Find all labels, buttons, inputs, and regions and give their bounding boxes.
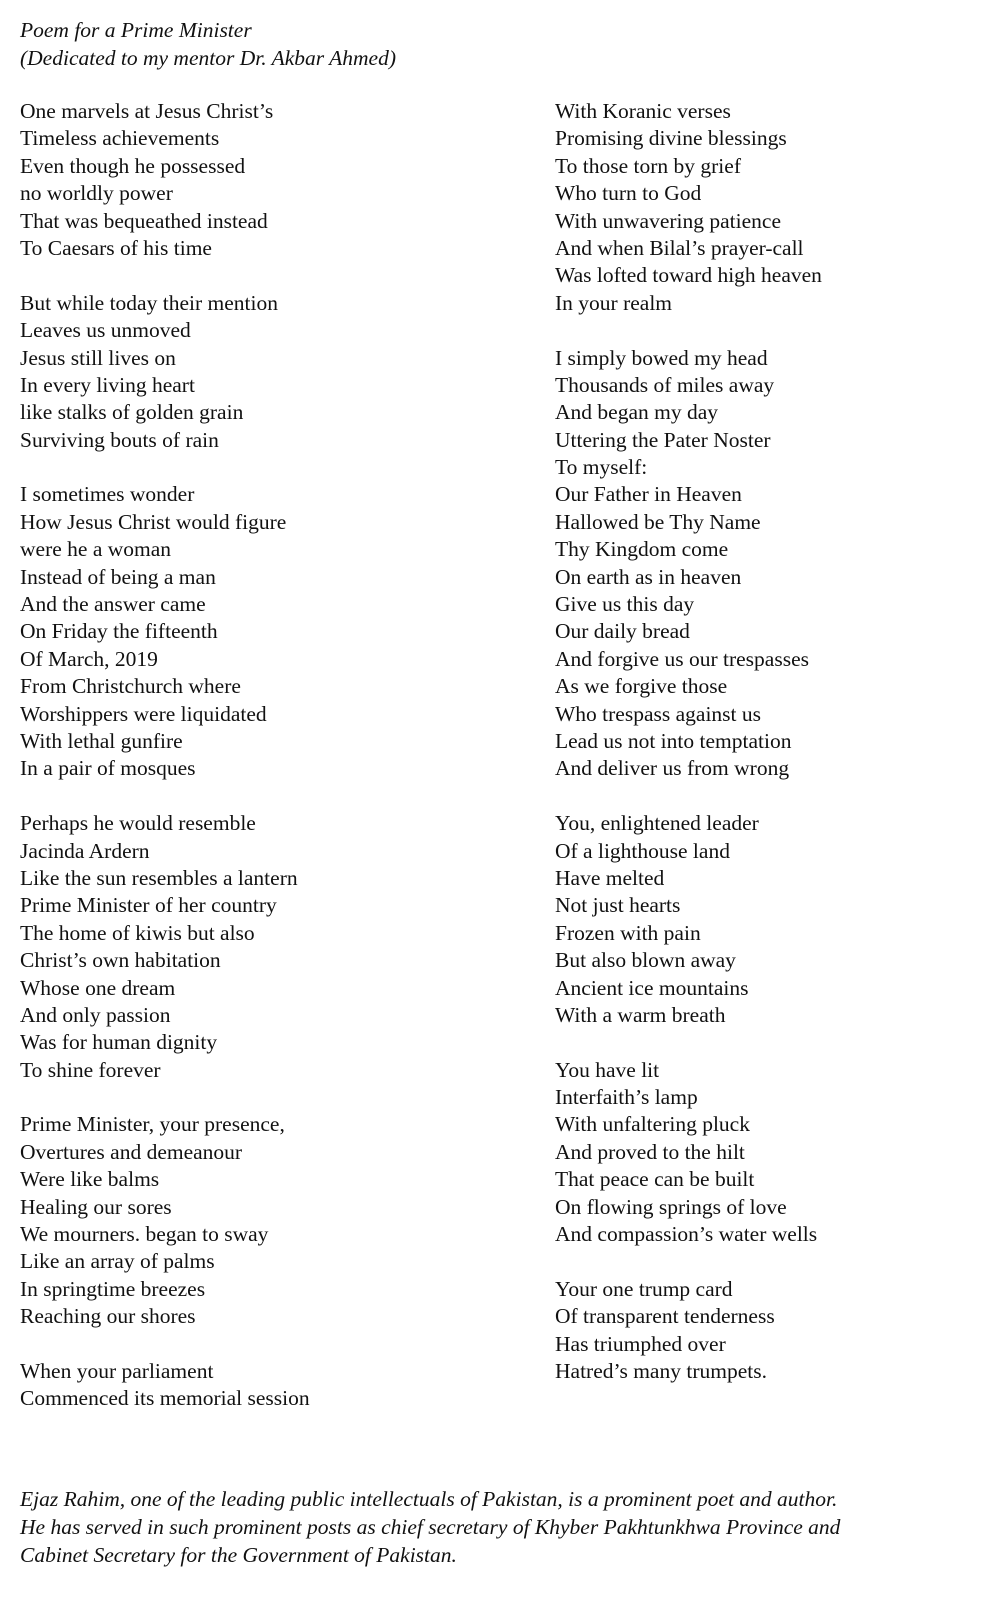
poem-line: Who trespass against us (555, 701, 762, 726)
poem-line: Surviving bouts of rain (20, 427, 219, 452)
poem-line: Of transparent tenderness (555, 1304, 775, 1329)
poem-line: Have melted (555, 865, 665, 890)
poem-line: To myself: (555, 455, 648, 480)
poem-line: Instead of being a man (20, 564, 216, 589)
poem-line: Has triumphed over (555, 1331, 726, 1356)
poem-line: Interfaith’s lamp (555, 1085, 698, 1110)
stanza (20, 290, 540, 454)
poem-line: Overtures and demeanour (20, 1139, 243, 1164)
stanza (20, 1358, 540, 1413)
poem-line: Perhaps he would resemble (20, 811, 256, 836)
poem-line: Healing our sores (20, 1194, 172, 1219)
poem-line: Like the sun resembles a lantern (20, 865, 298, 890)
poem-line: Promising divine blessings (555, 126, 787, 151)
poem-line: That was bequeathed instead (20, 208, 268, 233)
poem-line: like stalks of golden grain (20, 400, 244, 425)
poem-line: Christ’s own habitation (20, 948, 221, 973)
poem-line: Timeless achievements (20, 126, 220, 151)
poem-line: Was lofted toward high heaven (555, 263, 822, 288)
poem-line: You, enlightened leader (555, 811, 759, 836)
poem-title: Poem for a Prime Minister (20, 18, 252, 42)
poem-line: To shine forever (20, 1057, 161, 1082)
poem-line: Prime Minister of her country (20, 893, 277, 918)
poem-line: As we forgive those (555, 674, 728, 699)
poem-line: Who turn to God (555, 181, 702, 206)
poem-line: Hatred’s many trumpets. (555, 1358, 767, 1383)
poem-line: Like an array of palms (20, 1249, 215, 1274)
poem-line: Thy Kingdom come (555, 537, 729, 562)
poem-line: And proved to the hilt (555, 1139, 745, 1164)
stanza (555, 1276, 985, 1386)
poem-line: I sometimes wonder (20, 482, 195, 507)
poem-line: And deliver us from wrong (555, 756, 790, 781)
poem-line: And forgive us our trespasses (555, 646, 809, 671)
poem-line: In every living heart (20, 372, 195, 397)
poem-line: With unfaltering pluck (555, 1112, 750, 1137)
poem-line: Lead us not into temptation (555, 728, 792, 753)
poem-right-column (555, 98, 985, 1413)
stanza (20, 1111, 540, 1330)
poem-line: Jacinda Ardern (20, 838, 150, 863)
author-bio (20, 1485, 990, 1569)
poem-line: From Christchurch where (20, 674, 241, 699)
poem-line: How Jesus Christ would figure (20, 509, 287, 534)
poem-line: To Caesars of his time (20, 235, 212, 260)
poem-left-column (20, 98, 540, 1440)
poem-line: With unwavering patience (555, 208, 781, 233)
stanza (555, 810, 985, 1029)
poem-line: Our daily bread (555, 619, 690, 644)
poem-line: I simply bowed my head (555, 345, 768, 370)
poem-line: In springtime breezes (20, 1276, 206, 1301)
bio-line: Ejaz Rahim, one of the leading public intellectuals of Pakistan, is a prominent poet and author. (20, 1487, 838, 1511)
poem-line: Thousands of miles away (555, 372, 775, 397)
bio-line: Cabinet Secretary for the Government of Pakistan. (20, 1543, 457, 1567)
poem-line: Jesus still lives on (20, 345, 176, 370)
poem-line: Give us this day (555, 592, 695, 617)
poem-line: Uttering the Pater Noster (555, 427, 771, 452)
poem-line: Worshippers were liquidated (20, 701, 267, 726)
poem-line: Commenced its memorial session (20, 1386, 310, 1411)
poem-line: Our Father in Heaven (555, 482, 742, 507)
poem-line: The home of kiwis but also (20, 920, 255, 945)
poem-line: were he a woman (20, 537, 172, 562)
poem-line: Reaching our shores (20, 1304, 196, 1329)
poem-line: In a pair of mosques (20, 756, 196, 781)
poem-line: One marvels at Jesus Christ’s (20, 99, 274, 123)
poem-line: Ancient ice mountains (555, 975, 749, 1000)
stanza (555, 345, 985, 783)
poem-line: With lethal gunfire (20, 728, 183, 753)
poem-line: You have lit (555, 1057, 660, 1082)
poem-line: Were like balms (20, 1167, 160, 1192)
poem-line: And only passion (20, 1002, 171, 1027)
poem-line: When your parliament (20, 1358, 214, 1383)
stanza (555, 1057, 985, 1249)
poem-line: no worldly power (20, 181, 173, 206)
poem-line: To those torn by grief (555, 153, 741, 178)
stanza (555, 98, 985, 317)
poem-line: In your realm (555, 290, 673, 315)
poem-line: But while today their mention (20, 290, 278, 315)
poem-line: Not just hearts (555, 893, 681, 918)
poem-line: Prime Minister, your presence, (20, 1112, 285, 1137)
poem-line: Hallowed be Thy Name (555, 509, 761, 534)
poem-line: Leaves us unmoved (20, 318, 191, 343)
poem-line: On earth as in heaven (555, 564, 742, 589)
poem-line: With a warm breath (555, 1002, 726, 1027)
poem-line: That peace can be built (555, 1167, 755, 1192)
poem-line: And the answer came (20, 592, 206, 617)
poem-line: Of a lighthouse land (555, 838, 730, 863)
poem-line: And compassion’s water wells (555, 1222, 818, 1247)
poem-line: Of March, 2019 (20, 646, 158, 671)
bio-line: He has served in such prominent posts as chief secretary of Khyber Pakhtunkhwa Province and (20, 1515, 841, 1539)
poem-line: Whose one dream (20, 975, 176, 1000)
poem-line: Frozen with pain (555, 920, 701, 945)
poem-line: But also blown away (555, 948, 736, 973)
poem-line: Was for human dignity (20, 1030, 218, 1055)
poem-line: Your one trump card (555, 1276, 733, 1301)
poem-line: We mourners. began to sway (20, 1222, 269, 1247)
poem-line: Even though he possessed (20, 153, 246, 178)
poem-header (20, 16, 396, 72)
poem-line: And when Bilal’s prayer-call (555, 235, 804, 260)
stanza (20, 481, 540, 782)
poem-line: And began my day (555, 400, 719, 425)
stanza (20, 810, 540, 1084)
poem-line: On Friday the fifteenth (20, 619, 218, 644)
poem-line: With Koranic verses (555, 99, 731, 123)
poem-line: On flowing springs of love (555, 1194, 787, 1219)
stanza (20, 98, 540, 262)
poem-dedication: (Dedicated to my mentor Dr. Akbar Ahmed) (20, 46, 396, 70)
